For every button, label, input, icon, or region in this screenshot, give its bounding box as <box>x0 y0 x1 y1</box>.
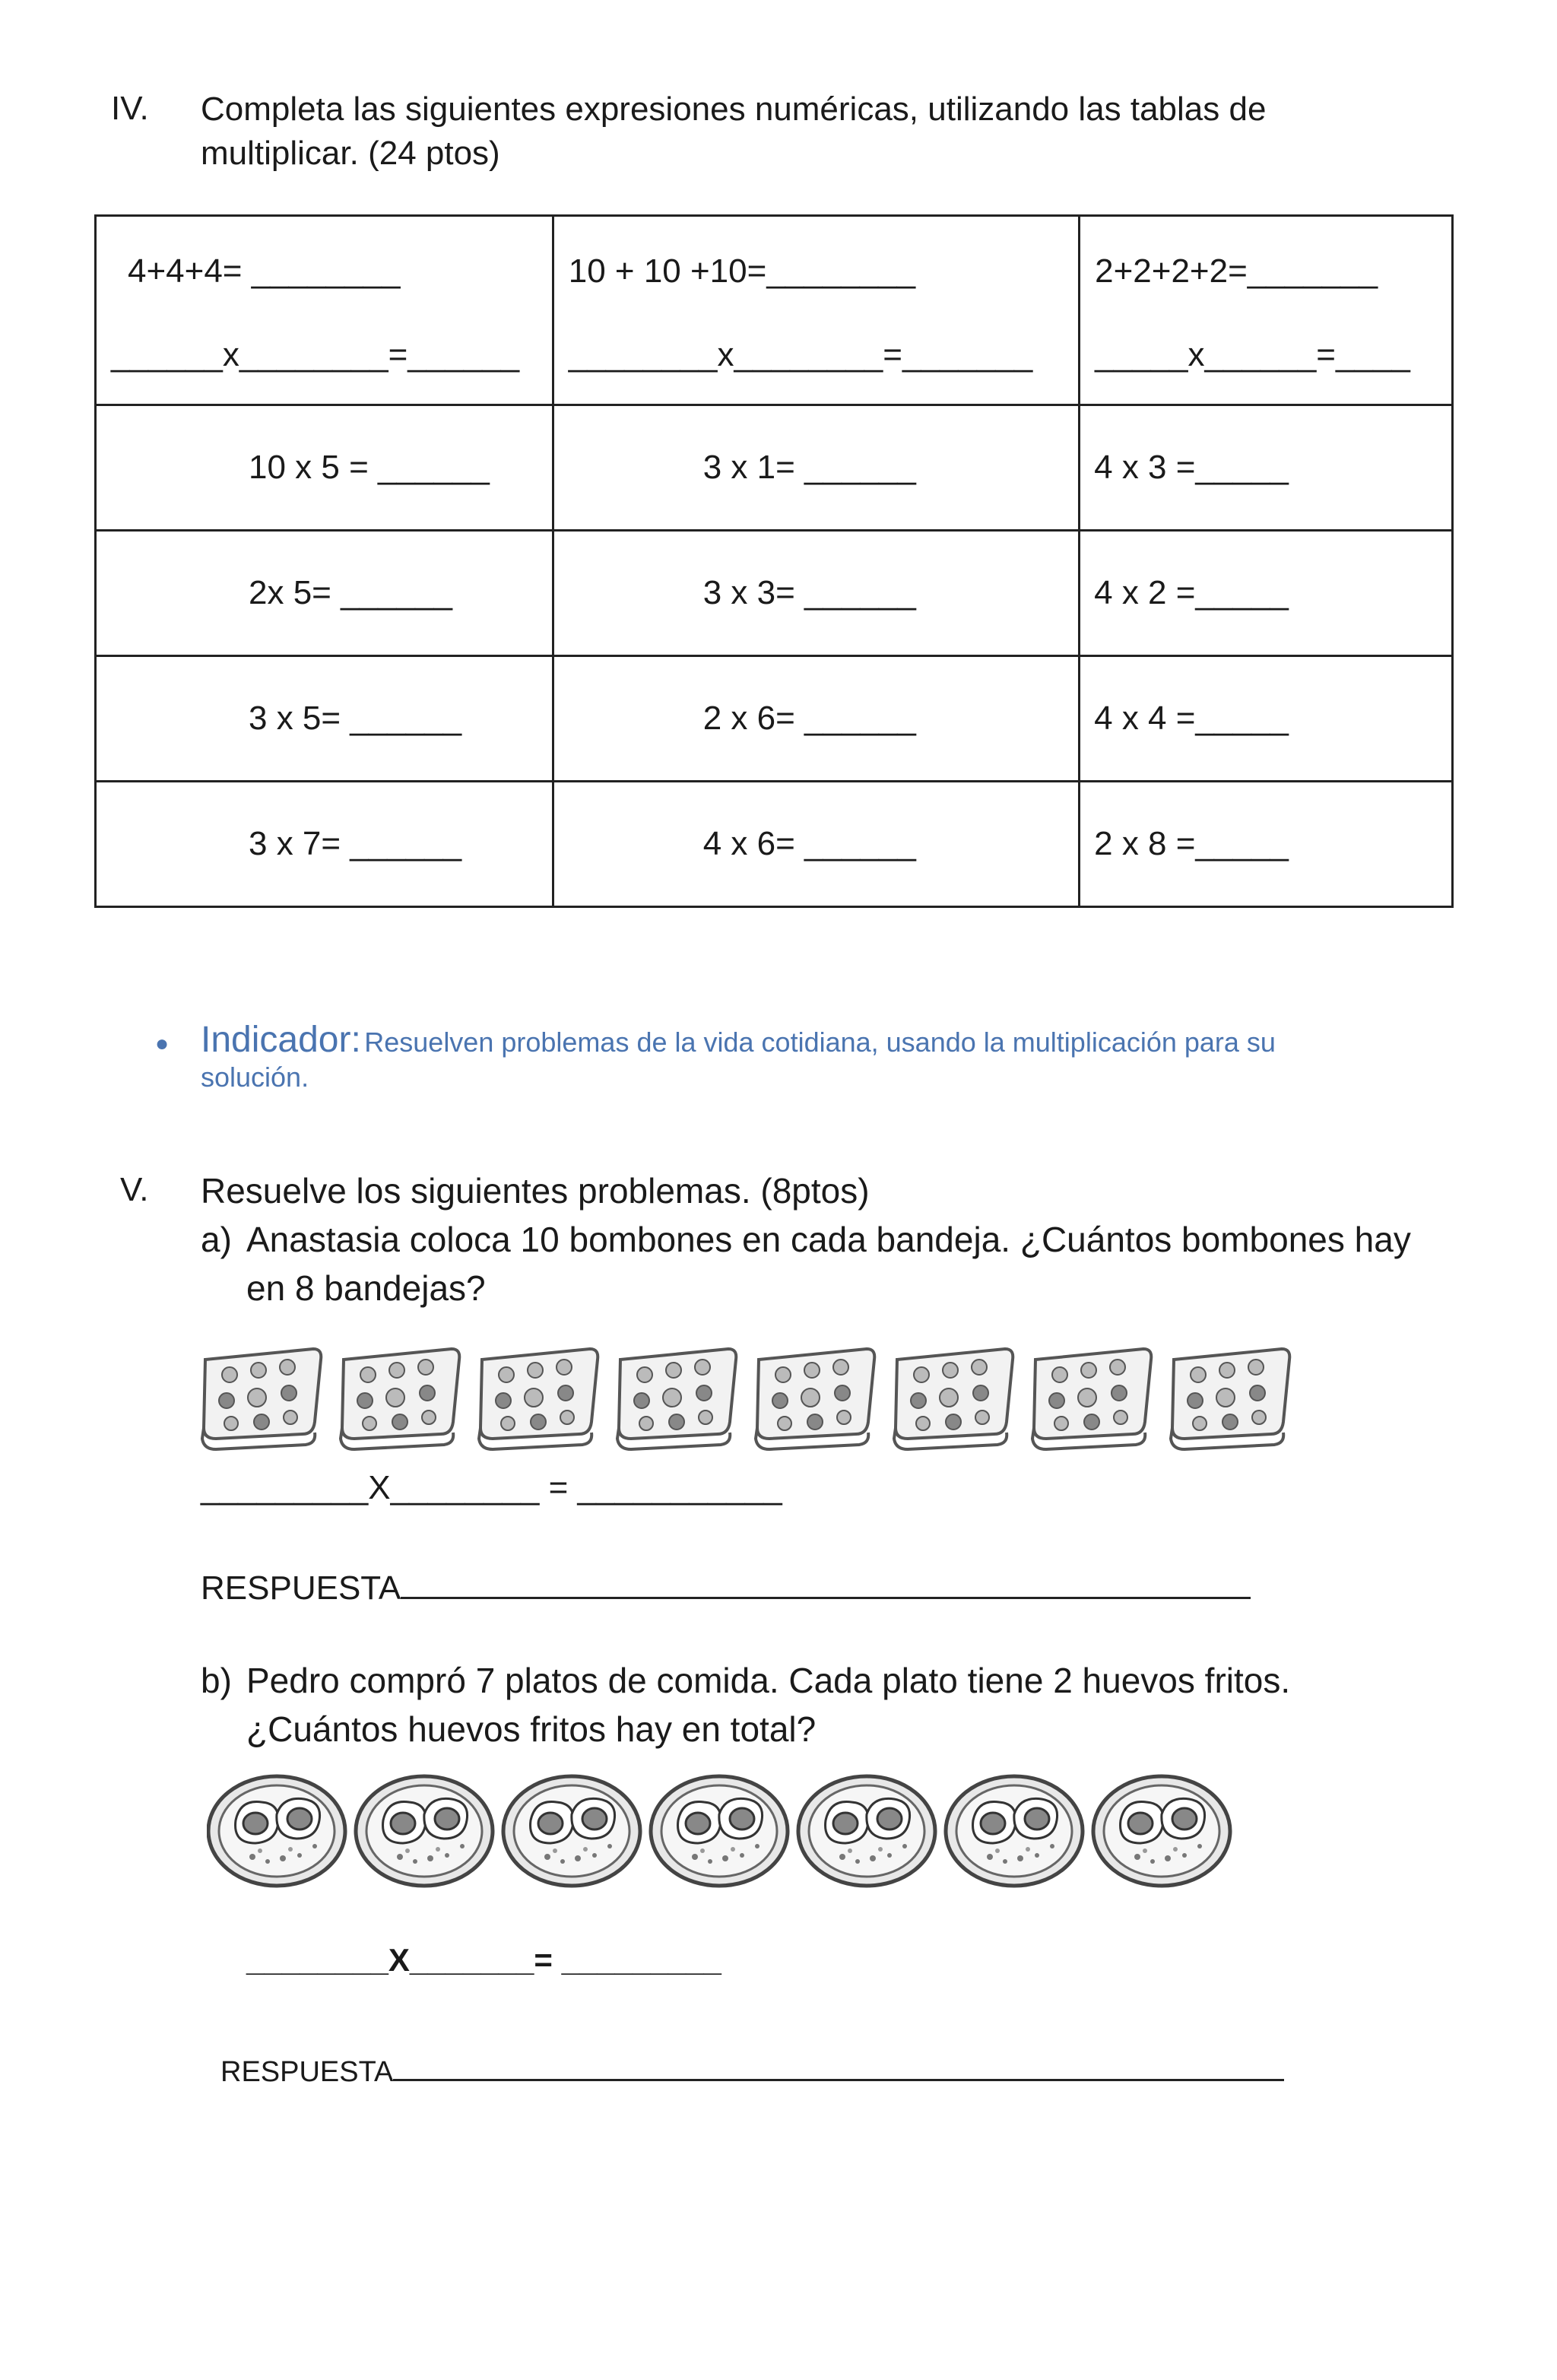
problem-b-letter: b) <box>201 1661 232 1700</box>
plate-icon <box>1093 1776 1230 1886</box>
indicator-label: Indicador: <box>201 1020 361 1060</box>
trays-illustration <box>199 1338 1309 1456</box>
section-v-number: V. <box>120 1171 149 1208</box>
problem-b-answer <box>220 2052 1284 2089</box>
problem-a-equation[interactable]: _________X________ = ___________ <box>201 1469 782 1506</box>
table-row <box>96 531 1453 656</box>
indicator-text-line1: Resuelven problemas de la vida cotidiana, usando la multiplicación para su <box>364 1027 1276 1058</box>
section-v-title: Resuelve los siguientes problemas. (8ptos) <box>201 1171 870 1211</box>
section-iv-instruction-line1: Completa las siguientes expresiones numéricas, utilizando las tablas de <box>201 90 1267 128</box>
mult-expression[interactable]: ________x________=_______ <box>568 336 1033 373</box>
sum-expression[interactable]: 4+4+4= ________ <box>128 252 401 290</box>
table-cell[interactable]: 3 x 3= ______ <box>553 531 1079 656</box>
problem-a-line1: Anastasia coloca 10 bombones en cada bandeja. ¿Cuántos bombones hay <box>246 1220 1411 1259</box>
tray-icon <box>617 1349 736 1449</box>
table-cell[interactable]: 4 x 6= ______ <box>553 782 1079 907</box>
plate-icon <box>651 1776 788 1886</box>
plate-icon <box>356 1776 493 1886</box>
problem-b-answer-field[interactable] <box>393 2052 1284 2081</box>
problem-a-answer-label: RESPUESTA <box>201 1569 401 1607</box>
table-row <box>96 405 1453 531</box>
table-cell <box>553 216 1079 405</box>
section-iv-number: IV. <box>111 90 149 127</box>
bullet-icon: ● <box>155 1031 170 1056</box>
table-cell <box>96 216 553 405</box>
sum-expression[interactable]: 10 + 10 +10=________ <box>568 252 916 290</box>
tray-icon <box>1032 1349 1151 1449</box>
problem-b-line1: Pedro compró 7 platos de comida. Cada plato tiene 2 huevos fritos. <box>246 1661 1291 1700</box>
table-cell[interactable]: 4 x 3 =_____ <box>1080 405 1453 531</box>
problem-b-equation[interactable]: ________X_______= _________ <box>246 1942 721 1978</box>
section-iv-instruction-line2: multiplicar. (24 ptos) <box>201 135 500 172</box>
table-cell[interactable]: 2x 5= ______ <box>96 531 553 656</box>
indicator-text-line2: solución. <box>201 1061 309 1093</box>
plate-icon <box>503 1776 640 1886</box>
sum-expression[interactable]: 2+2+2+2=_______ <box>1095 252 1378 290</box>
table-cell[interactable]: 2 x 6= ______ <box>553 656 1079 782</box>
plates-svg <box>207 1769 1241 1890</box>
mult-expression[interactable]: _____x______=____ <box>1095 336 1410 373</box>
tray-icon <box>894 1349 1013 1449</box>
tray-icon <box>341 1349 459 1449</box>
table-cell[interactable]: 3 x 5= ______ <box>96 656 553 782</box>
plates-illustration <box>207 1769 1241 1894</box>
tray-icon <box>756 1349 874 1449</box>
table-row <box>96 656 1453 782</box>
table-row <box>96 782 1453 907</box>
trays-svg <box>199 1338 1309 1452</box>
tray-icon <box>202 1349 321 1449</box>
problem-b-answer-label: RESPUESTA <box>220 2056 394 2088</box>
table-header-row <box>96 216 1453 405</box>
plate-icon <box>946 1776 1083 1886</box>
plate-icon <box>798 1776 935 1886</box>
table-cell[interactable]: 2 x 8 =_____ <box>1080 782 1453 907</box>
table-cell[interactable]: 10 x 5 = ______ <box>96 405 553 531</box>
plate-icon <box>208 1776 345 1886</box>
problem-a-letter: a) <box>201 1220 232 1259</box>
problem-b-line2: ¿Cuántos huevos fritos hay en total? <box>246 1709 817 1749</box>
tray-icon <box>479 1349 598 1449</box>
table-cell[interactable]: 3 x 7= ______ <box>96 782 553 907</box>
problem-a-answer <box>201 1563 1251 1607</box>
indicator-line1 <box>201 1019 1276 1061</box>
tray-icon <box>1171 1349 1289 1449</box>
problem-a-line2: en 8 bandejas? <box>246 1268 486 1308</box>
table-cell[interactable]: 3 x 1= ______ <box>553 405 1079 531</box>
table-cell <box>1080 216 1453 405</box>
table-cell[interactable]: 4 x 4 =_____ <box>1080 656 1453 782</box>
problem-a-answer-field[interactable] <box>401 1563 1251 1599</box>
table-cell[interactable]: 4 x 2 =_____ <box>1080 531 1453 656</box>
mult-expression[interactable]: ______x________=______ <box>111 336 520 373</box>
multiplication-table <box>94 214 1454 908</box>
